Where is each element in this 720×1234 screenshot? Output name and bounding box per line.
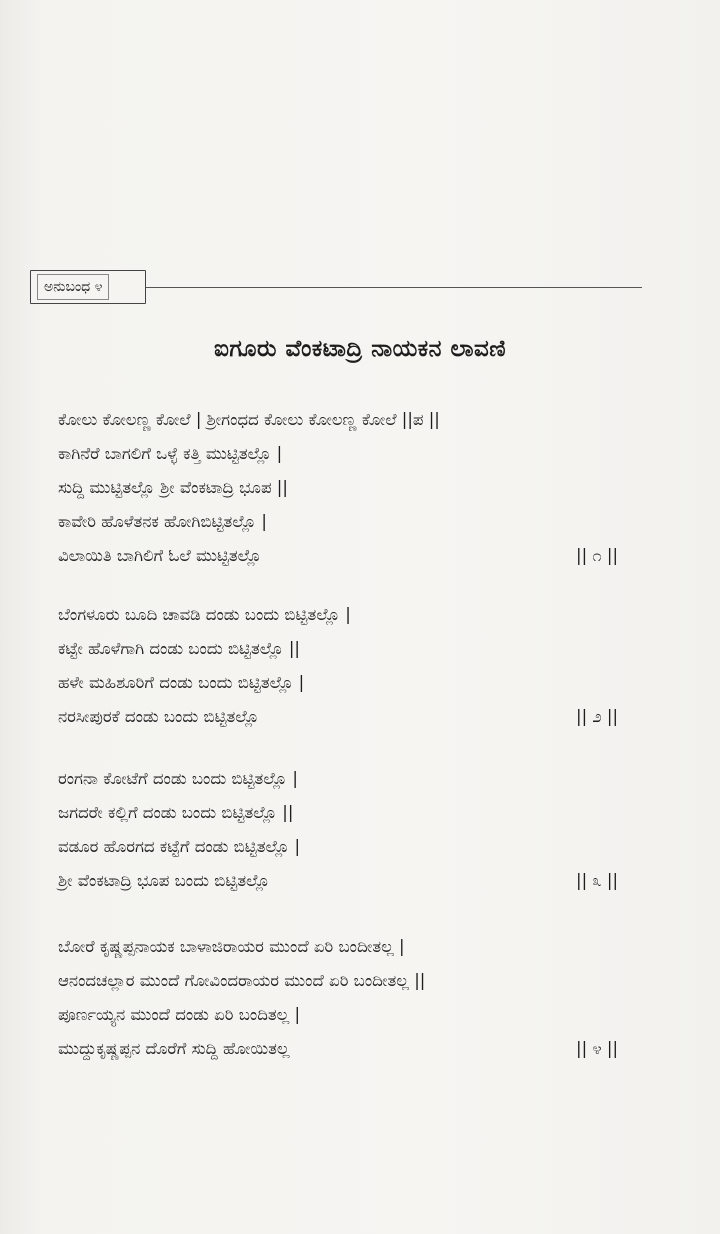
stanza-2	[58, 598, 648, 734]
poem-title: ಐಗೂರು ವೆಂಕಟಾದ್ರಿ ನಾಯಕನ ಲಾವಣಿ	[213, 336, 507, 362]
stanza-number: || ೨ ||	[576, 707, 618, 726]
verse-line-last	[58, 700, 648, 734]
verse-line: ಹಳೇ ಮಹಿಶೂರಿಗೆ ದಂಡು ಬಂದು ಬಿಟ್ಟಿತಲ್ಲೊ |	[58, 673, 305, 692]
verse-line-last	[58, 1032, 648, 1066]
verse-line: ಕಾವೇರಿ ಹೊಳೆತನಕ ಹೋಗಿಬಿಟ್ಟಿತಲ್ಲೊ |	[58, 512, 267, 531]
verse-line: ಕೋಲು ಕೋಲಣ್ಣ ಕೋಲೆ | ಶ್ರೀಗಂಧದ ಕೋಲು ಕೋಲಣ್ಣ ಕೋಲೆ ||ಪ ||	[58, 410, 440, 429]
section-label: ಅನುಬಂಧ ೪	[37, 274, 109, 300]
stanza-number: || ೧ ||	[576, 546, 618, 565]
verse-line-last	[58, 864, 648, 898]
verse-line-text: ನರಸೀಪುರಕೆ ದಂಡು ಬಂದು ಬಿಟ್ಟಿತಲ್ಲೊ	[58, 707, 260, 726]
stanza-1	[58, 403, 648, 573]
stanza-number: || ೩ ||	[576, 871, 618, 890]
verse-line-text: ಶ್ರೀ ವೆಂಕಟಾದ್ರಿ ಭೂಪ ಬಂದು ಬಿಟ್ಟಿತಲ್ಲೊ	[58, 871, 270, 890]
verse-line: ಬೆಂಗಳೂರು ಬೂದಿ ಚಾವಡಿ ದಂಡು ಬಂದು ಬಿಟ್ಟಿತಲ್ಲೊ |	[58, 605, 351, 624]
verse-line-text: ವಿಲಾಯಿತಿ ಬಾಗಿಲಿಗೆ ಓಲೆ ಮುಟ್ಟಿತಲ್ಲೊ	[58, 546, 262, 565]
stanza-3	[58, 762, 648, 898]
verse-line: ಬೋರೆ ಕೃಷ್ಣಪ್ಪನಾಯಕ ಬಾಳಾಜಿರಾಯರ ಮುಂದೆ ಏರಿ ಬಂದೀತಲ್ಲ |	[58, 937, 405, 956]
stanza-number: || ೪ ||	[576, 1039, 618, 1058]
verse-line: ಪೂರ್ಣಯ್ಯನ ಮುಂದೆ ದಂಡು ಏರಿ ಬಂದಿತಲ್ಲ |	[58, 1005, 301, 1024]
verse-line: ಜಗದರೇ ಕಲ್ಲಿಗೆ ದಂಡು ಬಂದು ಬಿಟ್ಟಿತಲ್ಲೊ ||	[58, 803, 294, 822]
verse-line: ಕಾಗಿನೆರೆ ಬಾಗಲಿಗೆ ಒಳ್ಳೆ ಕತ್ತಿ ಮುಟ್ಟಿತಲ್ಲೊ |	[58, 444, 283, 463]
stanza-4	[58, 930, 648, 1066]
verse-line-last	[58, 539, 648, 573]
verse-line: ವಡೂರ ಹೊರಗದ ಕಟ್ಟೆಗೆ ದಂಡು ಬಿಟ್ಟಿತಲ್ಲೊ |	[58, 837, 301, 856]
verse-line: ರಂಗನಾ ಕೋಟೆಗೆ ದಂಡು ಬಂದು ಬಿಟ್ಟಿತಲ್ಲೊ |	[58, 769, 298, 788]
verse-line: ಕಟ್ಟೇ ಹೊಳೆಗಾಗಿ ದಂಡು ಬಂದು ಬಿಟ್ಟಿತಲ್ಲೊ ||	[58, 639, 300, 658]
verse-line: ಸುದ್ದಿ ಮುಟ್ಟಿತಲ್ಲೊ ಶ್ರೀ ವೆಂಕಟಾದ್ರಿ ಭೂಪ ||	[58, 478, 288, 497]
header-rule	[146, 287, 642, 288]
verse-line: ಆನಂದಚಲ್ಲಾರ ಮುಂದೆ ಗೋವಿಂದರಾಯರ ಮುಂದೆ ಏರಿ ಬಂದೀತಲ್ಲ ||	[58, 971, 426, 990]
section-label-box	[30, 270, 146, 304]
verse-line-text: ಮುದ್ದುಕೃಷ್ಣಪ್ಪನ ದೊರೆಗೆ ಸುದ್ದಿ ಹೋಯಿತಲ್ಲ	[58, 1039, 290, 1058]
